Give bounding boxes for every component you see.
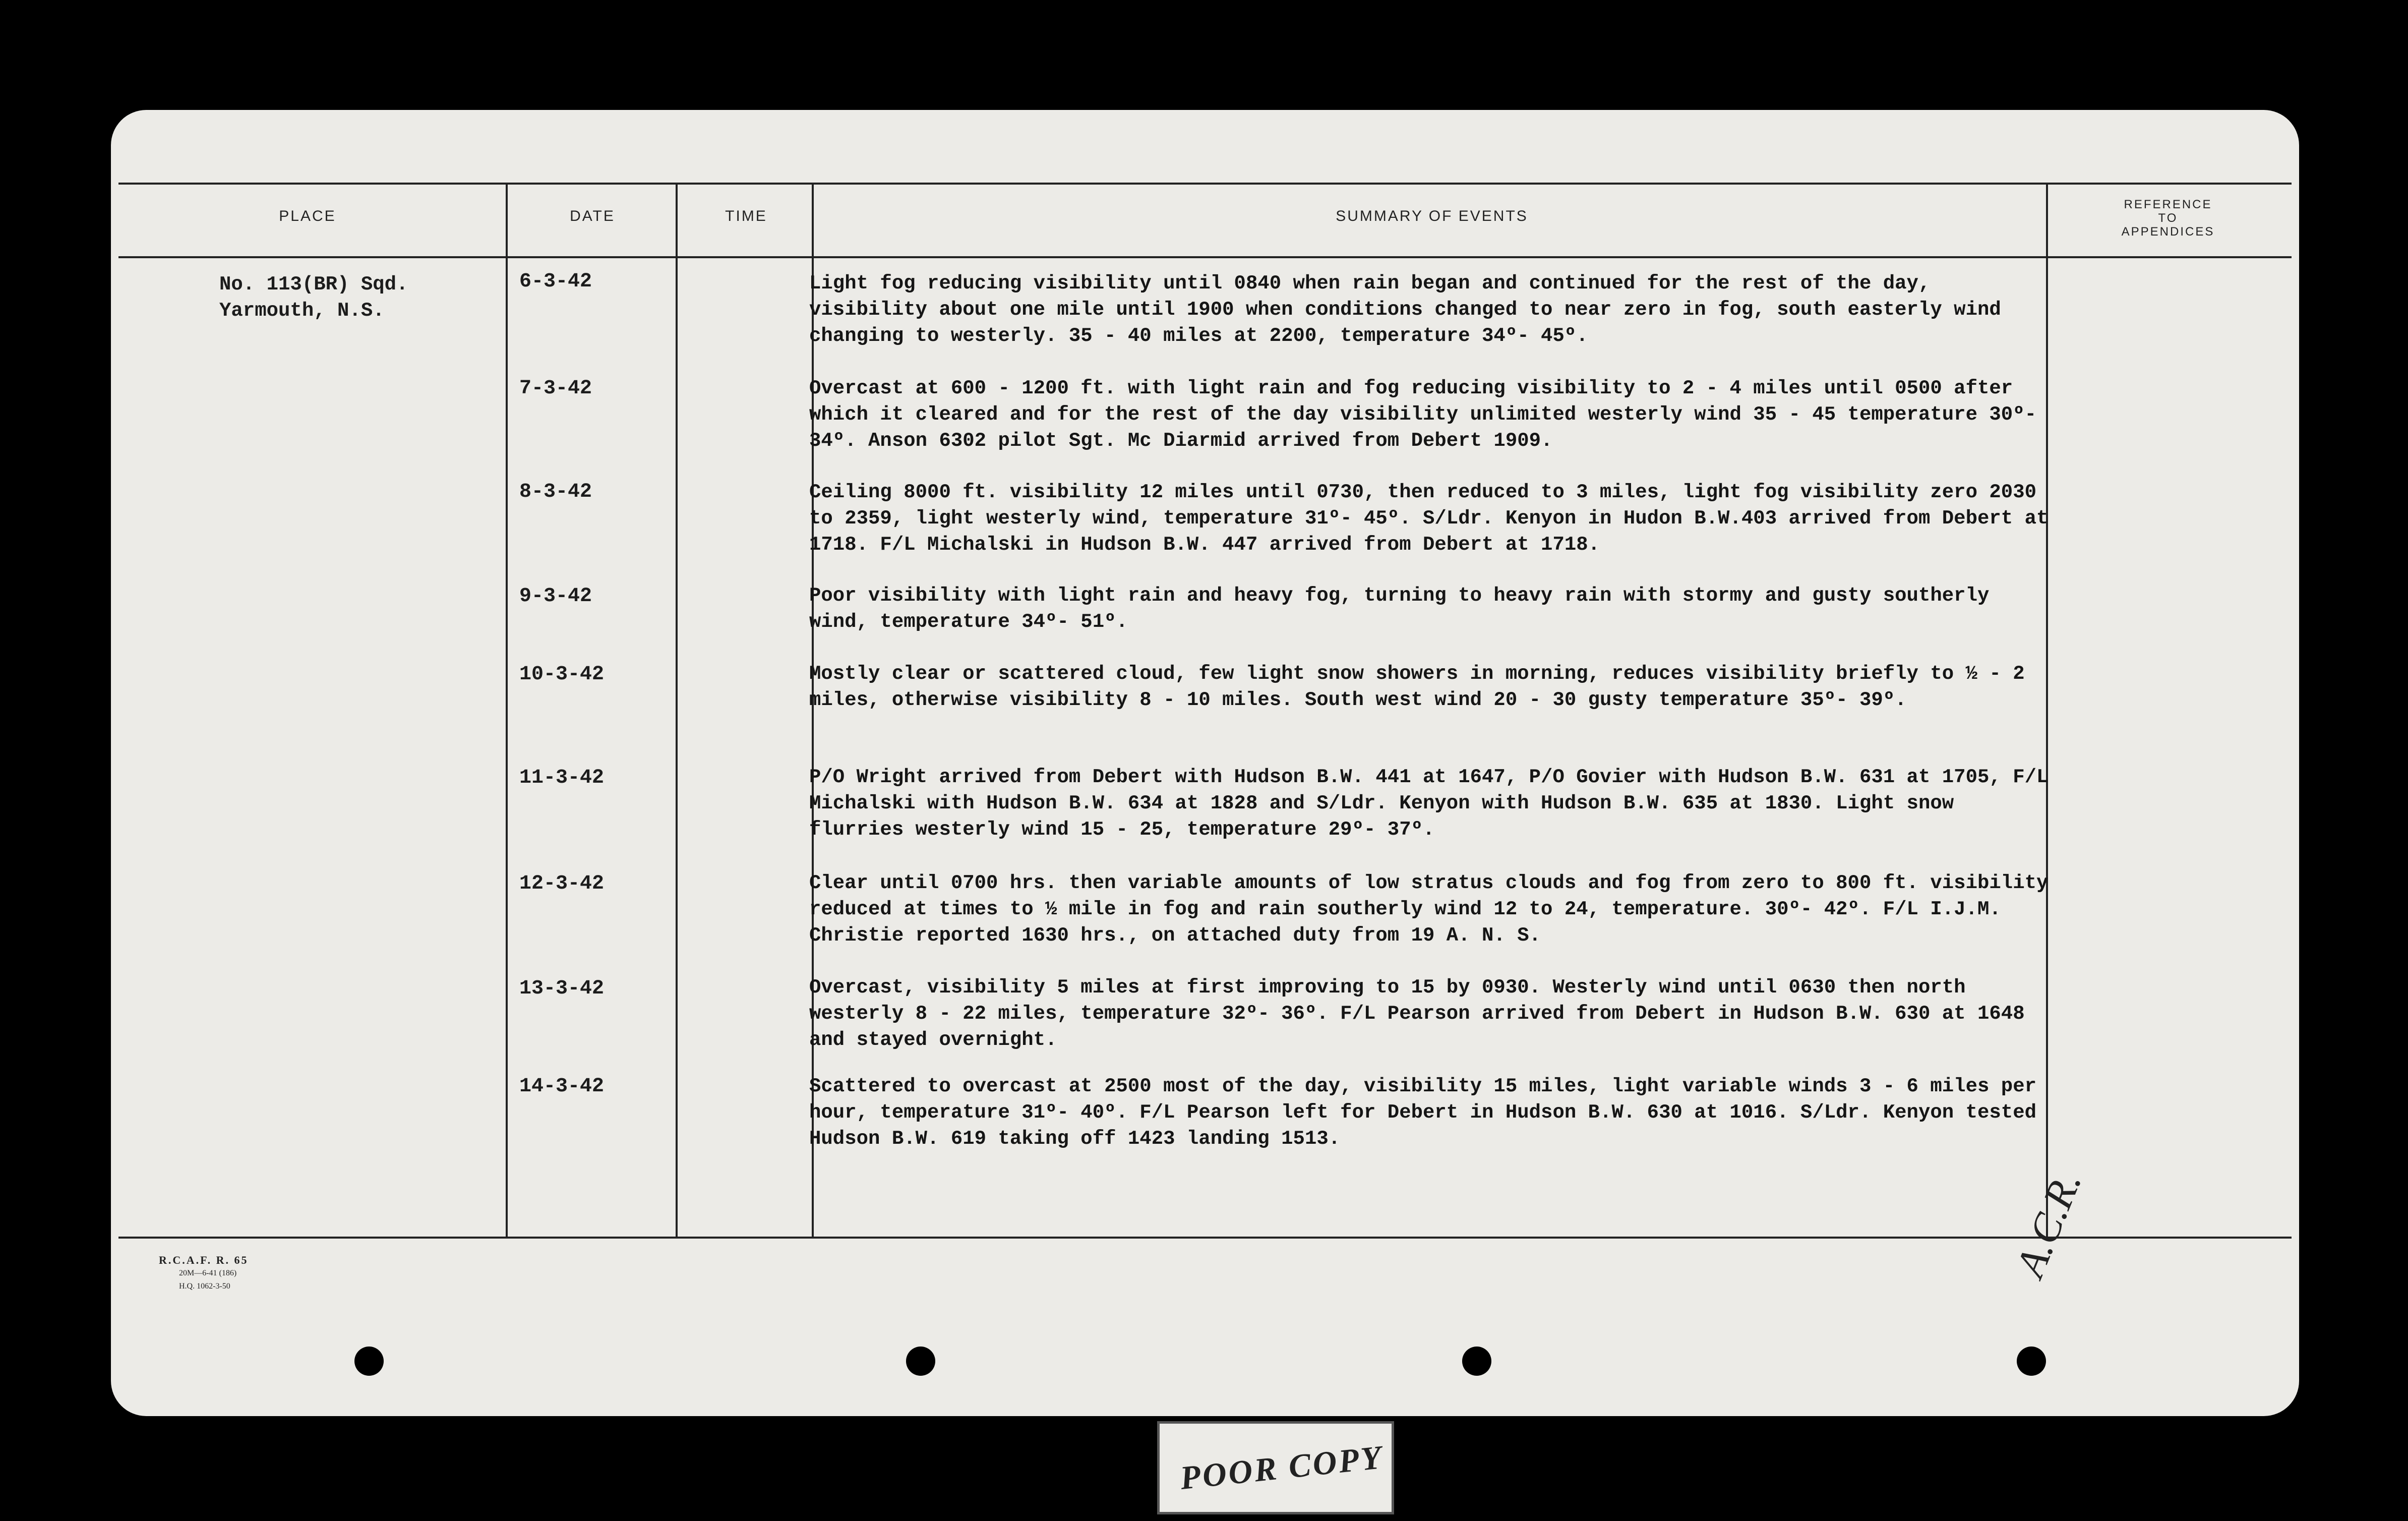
header-time: TIME: [725, 208, 767, 224]
header-date: DATE: [570, 208, 615, 224]
header-reference-line2: TO: [2158, 211, 2178, 225]
binder-hole: [354, 1347, 384, 1376]
place-unit: No. 113(BR) Sqd.: [219, 273, 408, 296]
form-number: [159, 1254, 248, 1293]
entry-summary: Light fog reducing visibility until 0840 when rain began and continued for the rest of the day, visibility about one mile until 1900 when conditions changed to near zero in fog, south easterly wind changing to westerly. 35 - 40 miles at 2200, temperature 34º- 45º.: [809, 272, 2001, 347]
entry-date: 6-3-42: [519, 270, 592, 293]
body-bottom-rule: [118, 1237, 2292, 1239]
binder-hole: [906, 1347, 935, 1376]
header-reference-line1: REFERENCE: [2124, 198, 2212, 211]
handwritten-initials: A.C.R.: [2007, 1164, 2090, 1283]
header-summary: SUMMARY OF EVENTS: [1336, 208, 1528, 224]
entry-summary: Ceiling 8000 ft. visibility 12 miles until 0730, then reduced to 3 miles, light fog visibility zero 2030 to 2359, light westerly wind, temperature 31º- 45º. S/Ldr. Kenyon in Hudon B.W.403 arrived from Debert at 1718. F/L Michalski in Hudson B.W. 447 arrived from Debert at 1718.: [809, 481, 2049, 556]
entry-date: 11-3-42: [519, 767, 605, 789]
place-entry: [219, 271, 408, 324]
form-code: R.C.A.F. R. 65: [159, 1254, 249, 1266]
entry-date: 10-3-42: [519, 663, 605, 686]
entry-summary: Mostly clear or scattered cloud, few light snow showers in morning, reduces visibility briefly to ½ - 2 miles, otherwise visibility 8 - 10 miles. South west wind 20 - 30 gusty temperature 35º- 39º.: [809, 663, 2025, 711]
binder-hole: [1462, 1347, 1491, 1376]
header-place: PLACE: [279, 208, 336, 224]
entry-summary: Scattered to overcast at 2500 most of the day, visibility 15 miles, light variable winds 3 - 6 miles per hour, temperature 31º- 40º. F/L Pearson left for Debert in Hudson B.W. 630 at 1016. S/Ldr. Kenyon tested Hudson B.W. 619 taking off 1423 landing 1513.: [809, 1075, 2036, 1150]
entry-date: 12-3-42: [519, 872, 605, 895]
header-bottom-rule: [118, 256, 2292, 258]
entry-summary: Poor visibility with light rain and heavy fog, turning to heavy rain with stormy and gusty southerly wind, temperature 34º- 51º.: [809, 584, 1990, 633]
entry-summary: Clear until 0700 hrs. then variable amounts of low stratus clouds and fog from zero to 800 ft. visibility reduced at times to ½ mile in fog and rain southerly wind 12 to 24, temperature. 30º- 42º. F/L I.J.M. Christie reported 1630 hrs., on attached duty from 19 A. N. S.: [809, 872, 2049, 947]
header-reference-line3: APPENDICES: [2121, 225, 2215, 239]
entry-date: 8-3-42: [519, 481, 592, 503]
entry-date: 14-3-42: [519, 1075, 605, 1098]
form-print-run: 20M—6-41 (186): [179, 1269, 237, 1277]
col-divider-place-date: [506, 184, 508, 1238]
header-reference: [2072, 198, 2264, 239]
poor-copy-stamp: [1157, 1421, 1394, 1514]
header-top-rule: [118, 183, 2292, 185]
poor-copy-label: POOR COPY: [1178, 1439, 1386, 1497]
col-divider-date-time: [676, 184, 678, 1238]
entry-summary: P/O Wright arrived from Debert with Hudson B.W. 441 at 1647, P/O Govier with Hudson B.W. 631 at 1705, F/L Michalski with Hudson B.W. 634 at 1828 and S/Ldr. Kenyon with Hudson B.W. 635 at 1830. Light snow flurries westerly wind 15 - 25, temperature 29º- 37º.: [809, 766, 2049, 841]
entry-date: 9-3-42: [519, 585, 592, 608]
form-hq-ref: H.Q. 1062-3-50: [179, 1282, 230, 1291]
entry-date: 7-3-42: [519, 377, 592, 400]
entry-summary: Overcast at 600 - 1200 ft. with light rain and fog reducing visibility to 2 - 4 miles until 0500 after which it cleared and for the rest of the day visibility unlimited westerly wind 35 - 45 temperature 30º- 34º. Anson 6302 pilot Sgt. Mc Diarmid arrived from Debert 1909.: [809, 377, 2036, 452]
binder-hole: [2017, 1347, 2046, 1376]
entry-date: 13-3-42: [519, 977, 605, 1000]
entry-summary: Overcast, visibility 5 miles at first improving to 15 by 0930. Westerly wind until 0630 then north westerly 8 - 22 miles, temperature 32º- 36º. F/L Pearson arrived from Debert in Hudson B.W. 630 at 1648 and stayed overnight.: [809, 976, 2025, 1051]
place-location: Yarmouth, N.S.: [219, 300, 385, 322]
